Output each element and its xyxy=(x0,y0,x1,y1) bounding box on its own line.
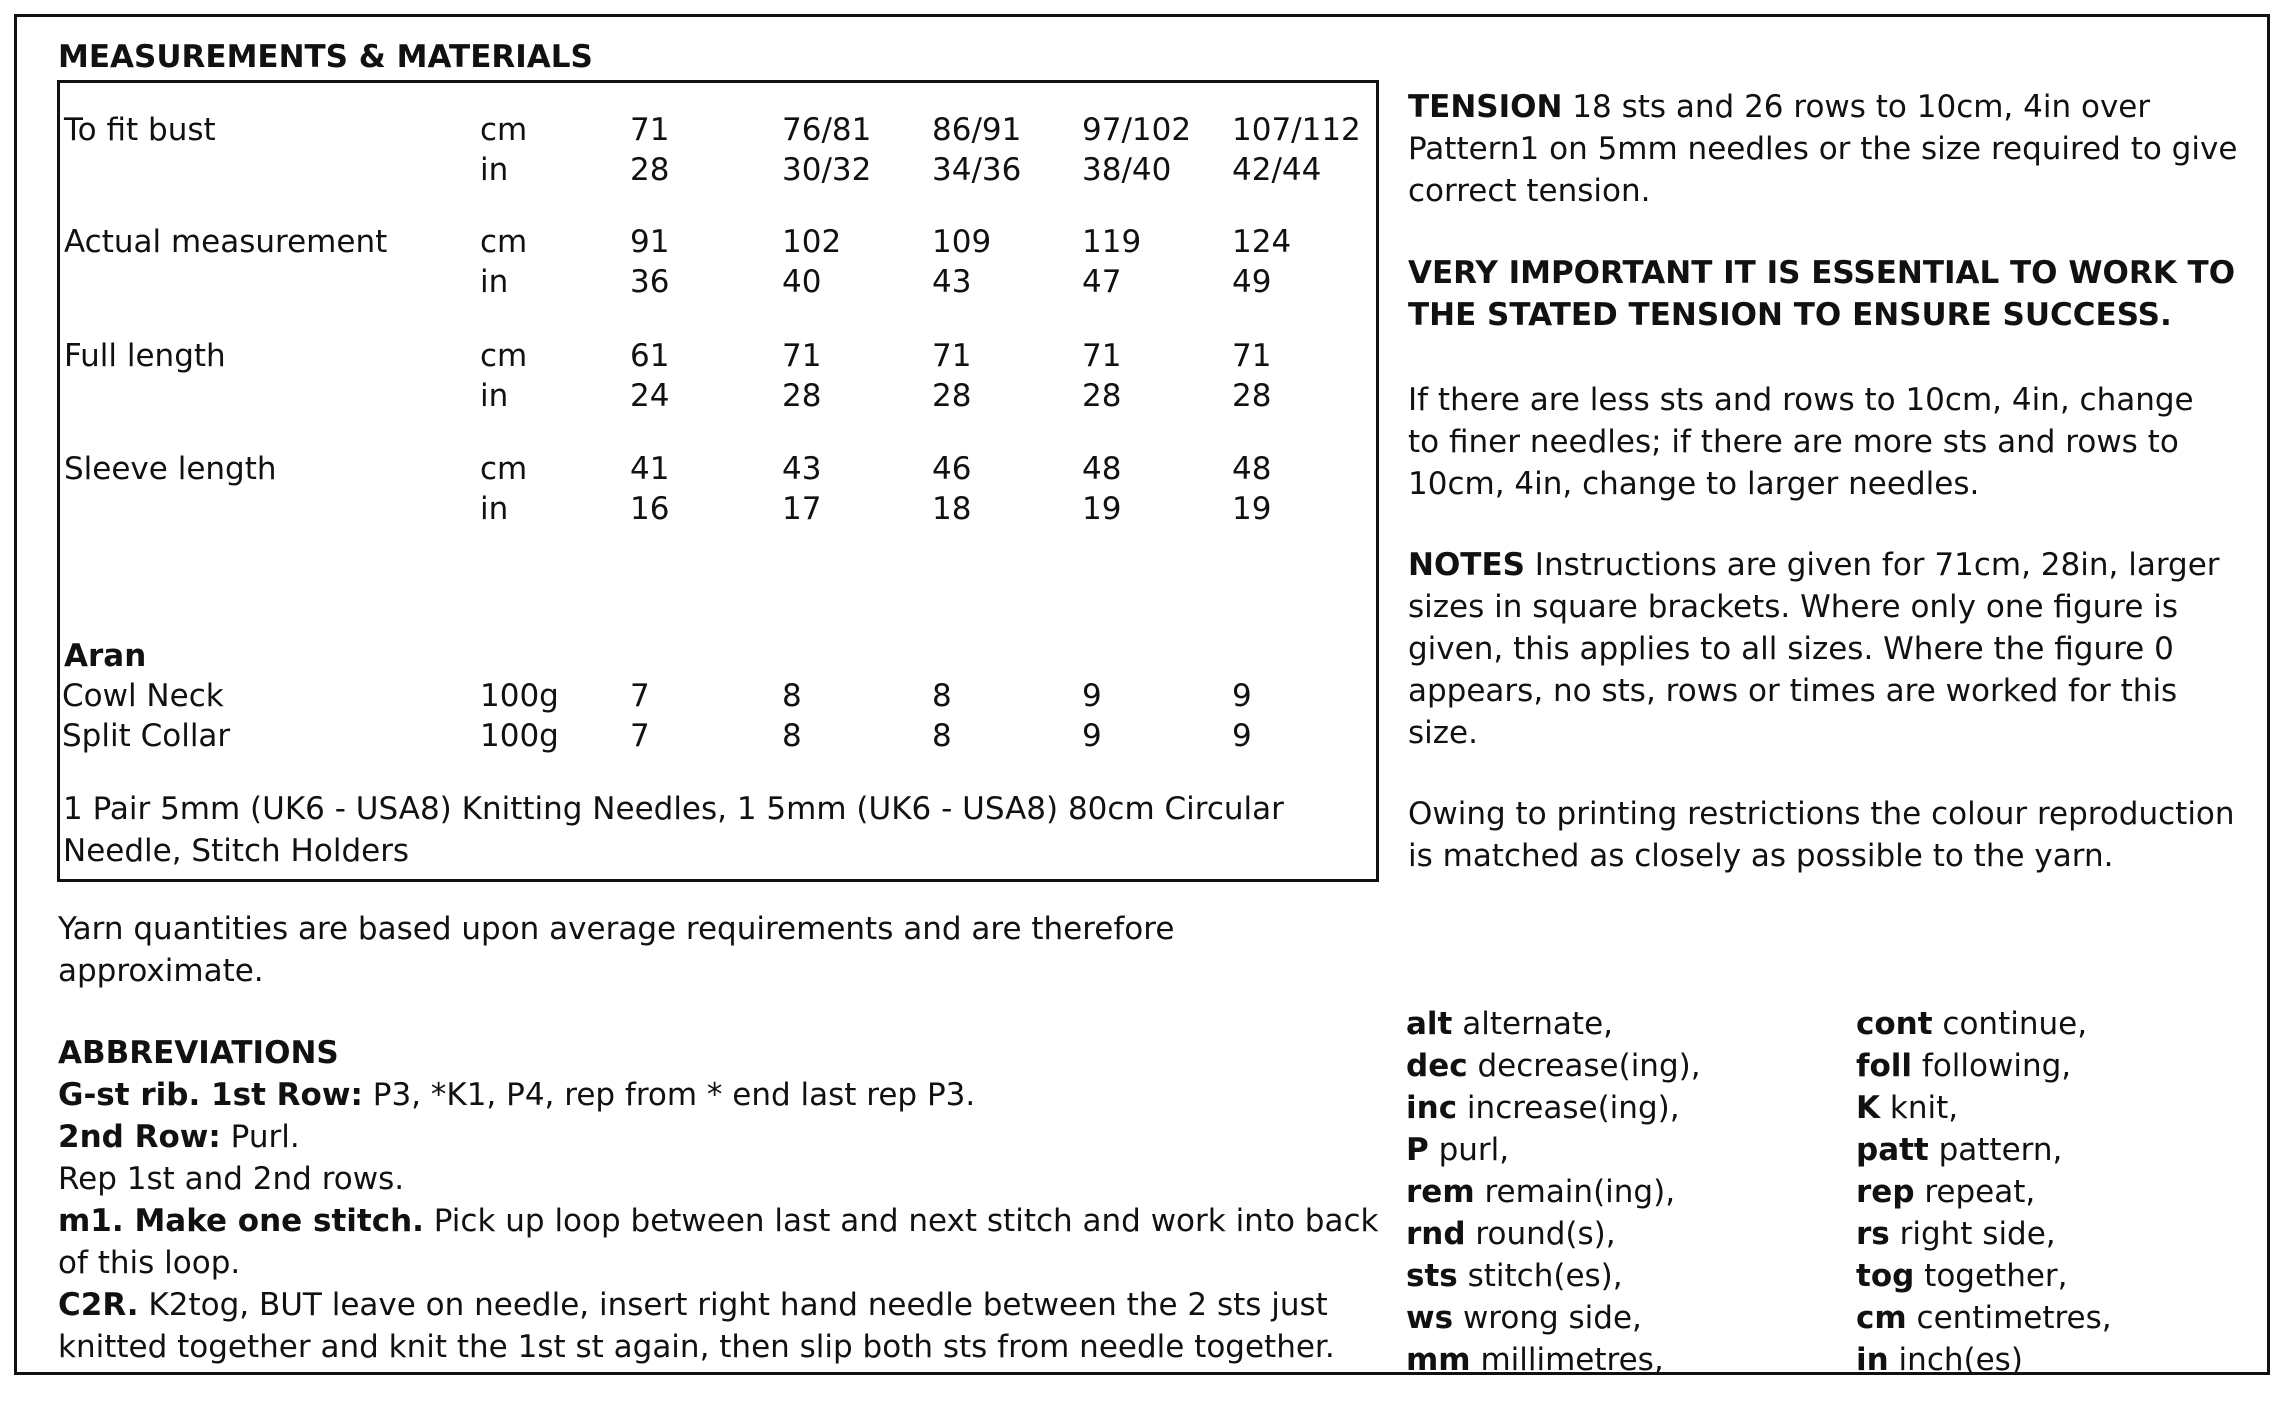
yarn-label: Cowl Neck xyxy=(62,678,224,714)
abbreviation-entry xyxy=(1856,1045,2071,1087)
stitch-line xyxy=(58,1284,1378,1326)
abbreviation-meaning: pattern, xyxy=(1928,1132,2063,1168)
measurement-value: 28 xyxy=(782,378,822,414)
abbreviation-entry xyxy=(1406,1297,1642,1339)
bold-term: TENSION xyxy=(1408,89,1563,125)
text-run: P3, *K1, P4, rep from * end last rep P3. xyxy=(362,1077,976,1113)
measurement-unit: cm xyxy=(480,224,528,260)
measurement-value: 36 xyxy=(630,264,670,300)
needle-change-line: to finer needles; if there are more sts and rows to xyxy=(1408,424,2179,460)
measurement-value: 71 xyxy=(1232,338,1272,374)
text-run: of this loop. xyxy=(58,1245,241,1281)
abbreviation-entry xyxy=(1406,1339,1664,1381)
measurement-value: 43 xyxy=(782,451,822,487)
notes-line xyxy=(1408,544,2220,586)
text-run: size. xyxy=(1408,715,1478,751)
bold-term: NOTES xyxy=(1408,547,1525,583)
measurement-label: Actual measurement xyxy=(64,224,388,260)
abbreviation-entry xyxy=(1856,1129,2062,1171)
colour-reproduction-note xyxy=(1408,793,2235,877)
measurement-value: 46 xyxy=(932,451,972,487)
abbreviation-entry xyxy=(1856,1339,2023,1381)
measurement-value: 24 xyxy=(630,378,670,414)
abbreviation-term: mm xyxy=(1406,1342,1471,1378)
notes-line xyxy=(1408,670,2220,712)
abbreviation-term: P xyxy=(1406,1132,1429,1168)
abbreviation-entry xyxy=(1406,1255,1623,1297)
measurement-value: 76/81 xyxy=(782,112,872,148)
abbreviation-entry xyxy=(1856,1297,2112,1339)
text-run: Pick up loop between last and next stitch and work into back xyxy=(423,1203,1379,1239)
abbreviation-entry xyxy=(1406,1003,1613,1045)
measurement-value: 38/40 xyxy=(1082,152,1172,188)
measurement-value: 28 xyxy=(1082,378,1122,414)
needle-change-line: 10cm, 4in, change to larger needles. xyxy=(1408,466,1980,502)
measurement-value: 19 xyxy=(1232,491,1272,527)
measurement-value: 28 xyxy=(1232,378,1272,414)
measurement-value: 19 xyxy=(1082,491,1122,527)
measurement-value: 30/32 xyxy=(782,152,872,188)
measurements-heading: MEASUREMENTS & MATERIALS xyxy=(58,39,593,75)
stitch-instructions xyxy=(58,1074,1378,1368)
stitch-line xyxy=(58,1242,1378,1284)
abbreviation-meaning: centimetres, xyxy=(1906,1300,2112,1336)
measurement-value: 40 xyxy=(782,264,822,300)
measurement-value: 28 xyxy=(932,378,972,414)
measurement-unit: in xyxy=(480,152,509,188)
abbreviation-term: cm xyxy=(1856,1300,1907,1336)
measurement-value: 71 xyxy=(630,112,670,148)
yarn-note-line: Yarn quantities are based upon average requirements and are therefore xyxy=(58,911,1175,947)
measurement-value: 91 xyxy=(630,224,670,260)
yarn-label: Split Collar xyxy=(62,718,231,754)
needle-change-line: If there are less sts and rows to 10cm, 4in, change xyxy=(1408,382,2194,418)
measurement-unit: in xyxy=(480,264,509,300)
measurement-value: 61 xyxy=(630,338,670,374)
abbreviation-meaning: alternate, xyxy=(1452,1006,1613,1042)
yarn-quantity: 9 xyxy=(1232,678,1252,714)
abbreviation-term: foll xyxy=(1856,1048,1913,1084)
text-run: sizes in square brackets. Where only one figure is xyxy=(1408,589,2179,625)
abbreviation-entry xyxy=(1406,1171,1675,1213)
text-run: Pattern1 on 5mm needles or the size required to give xyxy=(1408,131,2238,167)
abbreviation-term: K xyxy=(1856,1090,1881,1126)
yarn-unit: 100g xyxy=(480,678,559,714)
abbreviation-meaning: increase(ing), xyxy=(1457,1090,1680,1126)
measurement-value: 119 xyxy=(1082,224,1142,260)
measurement-value: 17 xyxy=(782,491,822,527)
abbreviation-term: sts xyxy=(1406,1258,1458,1294)
yarn-quantity: 8 xyxy=(782,718,802,754)
needle-change-note xyxy=(1408,379,2194,505)
tension-line xyxy=(1408,170,2237,212)
abbreviation-meaning: decrease(ing), xyxy=(1467,1048,1701,1084)
abbreviation-term: dec xyxy=(1406,1048,1468,1084)
measurement-value: 28 xyxy=(630,152,670,188)
measurement-value: 34/36 xyxy=(932,152,1022,188)
abbreviation-term: rem xyxy=(1406,1174,1475,1210)
abbreviation-term: ws xyxy=(1406,1300,1454,1336)
abbreviation-meaning: remain(ing), xyxy=(1474,1174,1676,1210)
measurement-value: 41 xyxy=(630,451,670,487)
notes-line xyxy=(1408,628,2220,670)
yarn-quantity: 8 xyxy=(782,678,802,714)
important-notice xyxy=(1408,252,2235,336)
measurement-value: 107/112 xyxy=(1232,112,1361,148)
yarn-quantities-note xyxy=(58,908,1174,992)
colour-note-line: is matched as closely as possible to the yarn. xyxy=(1408,838,2114,874)
measurement-unit: in xyxy=(480,491,509,527)
important-line: THE STATED TENSION TO ENSURE SUCCESS. xyxy=(1408,297,2172,333)
abbreviation-entry xyxy=(1406,1087,1680,1129)
text-run: given, this applies to all sizes. Where the figure 0 xyxy=(1408,631,2174,667)
yarn-quantity: 9 xyxy=(1082,678,1102,714)
text-run: appears, no sts, rows or times are worked for this xyxy=(1408,673,2178,709)
abbreviation-entry xyxy=(1856,1003,2087,1045)
abbreviation-term: in xyxy=(1856,1342,1889,1378)
bold-term: 2nd Row: xyxy=(58,1119,221,1155)
tension-line xyxy=(1408,86,2237,128)
abbreviation-term: rep xyxy=(1856,1174,1915,1210)
abbreviation-term: alt xyxy=(1406,1006,1453,1042)
notes-line xyxy=(1408,586,2220,628)
bold-term: G-st rib. 1st Row: xyxy=(58,1077,363,1113)
needles-line: Needle, Stitch Holders xyxy=(63,833,410,869)
measurement-value: 109 xyxy=(932,224,992,260)
abbreviation-term: rnd xyxy=(1406,1216,1466,1252)
measurement-value: 71 xyxy=(1082,338,1122,374)
abbreviation-entry xyxy=(1856,1087,1958,1129)
measurement-value: 18 xyxy=(932,491,972,527)
important-line: VERY IMPORTANT IT IS ESSENTIAL TO WORK TO xyxy=(1408,255,2236,291)
abbreviation-meaning: repeat, xyxy=(1914,1174,2036,1210)
colour-note-line: Owing to printing restrictions the colour reproduction xyxy=(1408,796,2235,832)
abbreviation-meaning: wrong side, xyxy=(1453,1300,1642,1336)
text-run: knitted together and knit the 1st st again, then slip both sts from needle together. xyxy=(58,1329,1335,1365)
needles-line: 1 Pair 5mm (UK6 - USA8) Knitting Needles, 1 5mm (UK6 - USA8) 80cm Circular xyxy=(63,791,1284,827)
text-run: Purl. xyxy=(220,1119,300,1155)
measurement-unit: cm xyxy=(480,338,528,374)
measurement-label: Sleeve length xyxy=(64,451,277,487)
abbreviation-meaning: right side, xyxy=(1889,1216,2056,1252)
measurement-value: 124 xyxy=(1232,224,1292,260)
measurement-value: 48 xyxy=(1082,451,1122,487)
yarn-note-line: approximate. xyxy=(58,953,264,989)
abbreviation-meaning: stitch(es), xyxy=(1457,1258,1623,1294)
abbreviation-meaning: round(s), xyxy=(1465,1216,1616,1252)
measurement-unit: cm xyxy=(480,112,528,148)
notes-line xyxy=(1408,712,2220,754)
abbreviations-heading: ABBREVIATIONS xyxy=(58,1035,339,1071)
bold-term: C2R. xyxy=(58,1287,139,1323)
yarn-quantity: 8 xyxy=(932,678,952,714)
abbreviation-entry xyxy=(1856,1171,2035,1213)
abbreviation-meaning: purl, xyxy=(1428,1132,1510,1168)
text-run: 18 sts and 26 rows to 10cm, 4in over xyxy=(1562,89,2151,125)
measurement-value: 102 xyxy=(782,224,842,260)
stitch-line xyxy=(58,1326,1378,1368)
yarn-type-heading: Aran xyxy=(64,638,147,674)
stitch-line xyxy=(58,1116,1378,1158)
abbreviation-meaning: continue, xyxy=(1932,1006,2088,1042)
measurement-value: 71 xyxy=(782,338,822,374)
abbreviation-entry xyxy=(1406,1045,1701,1087)
abbreviation-meaning: following, xyxy=(1912,1048,2072,1084)
text-run: Instructions are given for 71cm, 28in, larger xyxy=(1524,547,2220,583)
measurement-value: 42/44 xyxy=(1232,152,1322,188)
measurement-value: 71 xyxy=(932,338,972,374)
abbreviation-entry xyxy=(1856,1213,2056,1255)
abbreviation-meaning: inch(es) xyxy=(1888,1342,2023,1378)
measurement-label: Full length xyxy=(64,338,226,374)
abbreviation-term: patt xyxy=(1856,1132,1929,1168)
bold-term: m1. Make one stitch. xyxy=(58,1203,424,1239)
abbreviation-term: rs xyxy=(1856,1216,1890,1252)
text-run: K2tog, BUT leave on needle, insert right hand needle between the 2 sts just xyxy=(138,1287,1328,1323)
yarn-unit: 100g xyxy=(480,718,559,754)
measurement-unit: in xyxy=(480,378,509,414)
notes-section xyxy=(1408,544,2220,754)
stitch-line xyxy=(58,1158,1378,1200)
yarn-quantity: 9 xyxy=(1232,718,1252,754)
yarn-quantity: 7 xyxy=(630,678,650,714)
measurement-value: 43 xyxy=(932,264,972,300)
text-run: correct tension. xyxy=(1408,173,1651,209)
needles-list xyxy=(63,788,1284,872)
tension-line xyxy=(1408,128,2237,170)
measurement-value: 86/91 xyxy=(932,112,1022,148)
text-run: Rep 1st and 2nd rows. xyxy=(58,1161,405,1197)
abbreviation-meaning: millimetres, xyxy=(1470,1342,1664,1378)
abbreviation-meaning: knit, xyxy=(1880,1090,1959,1126)
abbreviation-entry xyxy=(1406,1213,1616,1255)
abbreviation-meaning: together, xyxy=(1914,1258,2068,1294)
stitch-line xyxy=(58,1074,1378,1116)
abbreviation-term: tog xyxy=(1856,1258,1915,1294)
stitch-line xyxy=(58,1200,1378,1242)
abbreviation-entry xyxy=(1406,1129,1509,1171)
tension-section xyxy=(1408,86,2237,212)
yarn-quantity: 8 xyxy=(932,718,952,754)
measurement-value: 97/102 xyxy=(1082,112,1192,148)
measurement-value: 48 xyxy=(1232,451,1272,487)
abbreviation-entry xyxy=(1856,1255,2068,1297)
abbreviation-term: cont xyxy=(1856,1006,1933,1042)
measurement-label: To fit bust xyxy=(64,112,216,148)
abbreviation-term: inc xyxy=(1406,1090,1458,1126)
yarn-quantity: 7 xyxy=(630,718,650,754)
measurement-value: 47 xyxy=(1082,264,1122,300)
measurement-value: 49 xyxy=(1232,264,1272,300)
measurement-unit: cm xyxy=(480,451,528,487)
yarn-quantity: 9 xyxy=(1082,718,1102,754)
measurement-value: 16 xyxy=(630,491,670,527)
